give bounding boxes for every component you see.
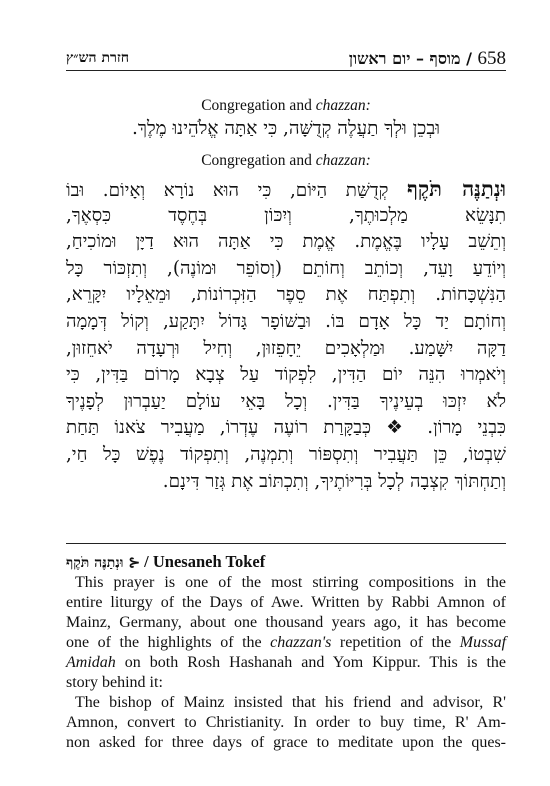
title-hebrew-text: וּנְתַנֶּה תֹּקֶף <box>66 555 124 571</box>
cue-text: Congregation and <box>201 97 316 114</box>
prayer-opening-words: וּנְתַנֶּה תֹּקֶף <box>407 176 506 201</box>
cue-text-2: Congregation and <box>201 152 316 169</box>
prayer-line-text: קְדֻשַּׁת הַיּוֹם, כִּי הוּא נוֹרָא וְאָיוֹם. וּבוֹ <box>66 180 408 201</box>
congregation-cue-2 <box>66 152 506 170</box>
cue-italic: chazzan: <box>315 97 371 114</box>
section-divider <box>66 543 506 544</box>
prayer-line: תִנָּשֵׂא מַלְכוּתֶךָ, וְיִכּוֹן בְּחֶסֶד כִּסְאֶךָ, <box>66 204 506 226</box>
prayer-line: שִׁבְטוֹ, כֵּן תַּעֲבִיר וְתִסְפּוֹר וְתִמְנֶה, וְתִפְקוֹד נֶפֶשׁ כָּל חַי, <box>66 443 506 465</box>
prayer-line: לֹא יִזְכּוּ בְעֵינֶיךָ בַּדִּין. וְכָל בָּאֵי עוֹלָם יַעַבְרוּן לְפָנֶיךָ <box>66 390 506 412</box>
header-running-title: חזרת הש״ץ <box>66 50 130 66</box>
cue-italic-2: chazzan: <box>315 152 371 169</box>
prayer-line: וְיֹאמְרוּ הִנֵּה יוֹם הַדִּין, לִפְקוֹד עַל צְבָא מָרוֹם בַּדִּין, כִּי <box>66 364 506 386</box>
prayer-line: כִּבְנֵי מָרוֹן. ❖ כְּבַקָּרַת רוֹעֶה עֶדְרוֹ, מַעֲבִיר צֹאנוֹ תַּחַת <box>66 417 506 439</box>
prayer-line: הַנִּשְׁכָּחוֹת. וְתִפְתַּח אֶת סֵפֶר הַזִּכְרוֹנוֹת, וּמֵאֵלָיו יִקָּרֵא, <box>66 284 506 306</box>
commentary-line: Amnon, convert to Christianity. In order to buy time, R' Am- <box>66 714 506 731</box>
commentary-line: Mainz, Germany, about one thousand years ago, it has become <box>66 614 506 631</box>
commentary-line: entire liturgy of the Days of Awe. Written by Rabbi Amnon of <box>66 594 506 611</box>
commentary-line: one of the highlights of the chazzan's repetition of the Mussaf <box>66 634 507 651</box>
prayer-line: וְתַחְתּוֹךְ קִצְבָה לְכָל בְּרִיּוֹתֶיךָ, וְתִכְתּוֹב אֶת גְּזַר דִּינָם. <box>162 470 506 492</box>
header-separator: / <box>466 49 472 68</box>
ornament-icon: ⊰ <box>128 555 141 571</box>
prayer-line: דַקָּה יִשָּׁמַע. וּמַלְאָכִים יֵחָפֵזוּן, וְחִיל וּרְעָדָה יֹאחֵזוּן, <box>66 337 506 359</box>
prayer-line <box>66 176 506 203</box>
congregation-cue <box>66 97 506 115</box>
page-header <box>66 44 506 71</box>
prayer-book-page <box>66 0 506 786</box>
commentary-title-hebrew <box>66 555 140 571</box>
prayer-line: וְתֵשֵׁב עָלָיו בֶּאֱמֶת. אֱמֶת כִּי אַתָּה הוּא דַיָּן וּמוֹכִיחַ, <box>66 231 506 253</box>
prayer-line: וְחוֹתָם יַד כָּל אָדָם בּוֹ. וּבַשּׁוֹפָר גָּדוֹל יִתָּקַע, וְקוֹל דְּמָמָה <box>66 310 506 332</box>
commentary-line: Amidah on both Rosh Hashanah and Yom Kippur. This is the <box>66 654 506 671</box>
commentary-line: story behind it: <box>66 674 163 691</box>
commentary-title-english: Unesaneh Tokef <box>152 552 266 571</box>
header-section-title: מוסף – יום ראשון <box>348 49 461 68</box>
commentary-line: The bishop of Mainz insisted that his friend and advisor, R' <box>75 694 506 711</box>
commentary-line: This prayer is one of the most stirring compositions in the <box>75 574 506 591</box>
page-number: 658 <box>477 48 506 69</box>
commentary-line: non asked for three days of grace to meditate upon the ques- <box>66 734 506 751</box>
kedushah-line: וּבְכֵן וּלְךָ תַעֲלֶה קְדֻשָּׁה, כִּי אַתָּה אֱלֹהֵינוּ מֶלֶךְ. <box>131 118 440 139</box>
prayer-line: וְיוֹדֵעַ וָעֵד, וְכוֹתֵב וְחוֹתֵם (וְסוֹפֵר וּמוֹנֶה), וְתִזְכּוֹר כָּל <box>66 257 506 279</box>
unesaneh-tokef-prayer <box>66 176 506 495</box>
header-page-info <box>349 48 506 70</box>
commentary-section <box>66 551 506 753</box>
commentary-title-separator: / <box>144 552 149 571</box>
commentary-title <box>66 551 506 573</box>
